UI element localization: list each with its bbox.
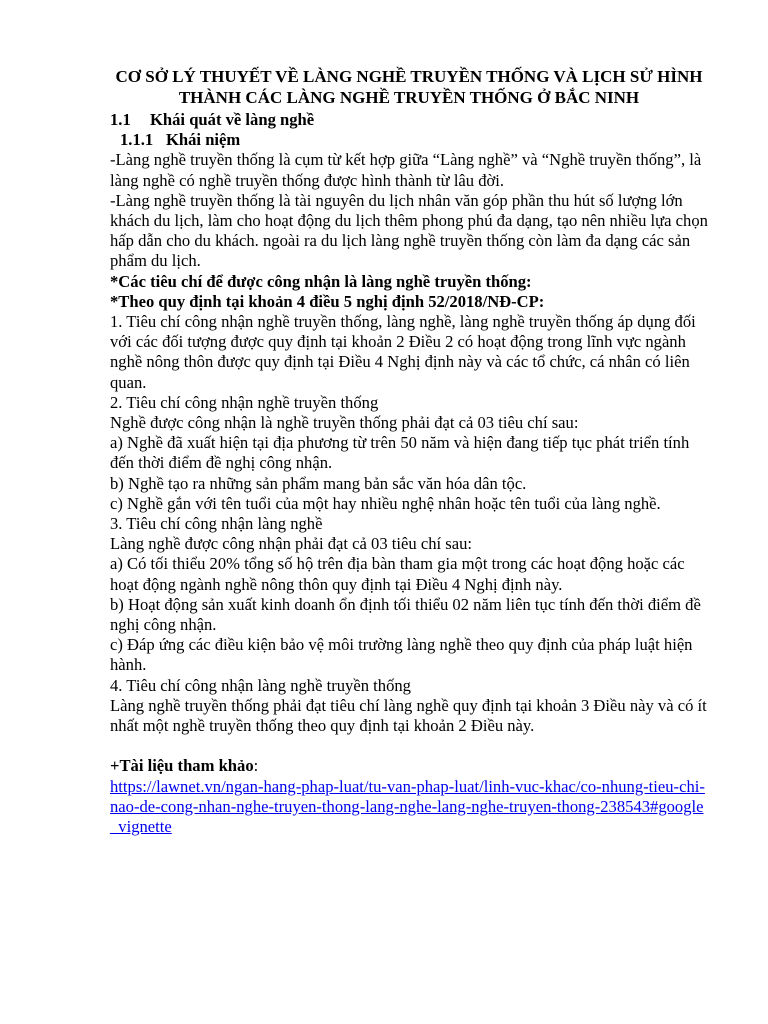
list-item: 1. Tiêu chí công nhận nghề truyền thống, làng nghề, làng nghề truyền thống áp dụng đối với các đối tượng được quy định tại khoản 2 Điều 2 có hoạt động trong lĩnh vực ngành nghề nông thôn được quy định tại Điều 4 Nghị định này và các tổ chức, cá nhân có liên quan. bbox=[110, 312, 696, 392]
regulation-heading: *Theo quy định tại khoản 4 điều 5 nghị định 52/2018/NĐ-CP: bbox=[110, 291, 545, 311]
list-item: Làng nghề được công nhận phải đạt cả 03 tiêu chí sau: bbox=[110, 534, 472, 554]
reference-link[interactable]: https://lawnet.vn/ngan-hang-phap-luat/tu-van-phap-luat/linh-vuc-khac/co-nhung-tieu-chi-nao-de-cong-nhan-nghe-truyen-thong-lang-nghe-lang-nghe-truyen-thong-238543#google_vignette bbox=[110, 776, 705, 836]
list-item: b) Hoạt động sản xuất kinh doanh ổn định tối thiểu 02 năm liên tục tính đến thời điểm đề nghị công nhận. bbox=[110, 594, 701, 635]
criteria-heading: *Các tiêu chí để được công nhận là làng nghề truyền thống: bbox=[110, 271, 532, 291]
list-item: b) Nghề tạo ra những sản phẩm mang bản sắc văn hóa dân tộc. bbox=[110, 473, 527, 493]
list-item: a) Nghề đã xuất hiện tại địa phương từ trên 50 năm và hiện đang tiếp tục phát triển tính đến thời điểm đề nghị công nhận. bbox=[110, 433, 690, 473]
section-heading-1-1-1 bbox=[110, 130, 708, 150]
reference-colon: : bbox=[253, 756, 259, 776]
document-title: CƠ SỞ LÝ THUYẾT VỀ LÀNG NGHỀ TRUYỀN THỐNG VÀ LỊCH SỬ HÌNH THÀNH CÁC LÀNG NGHỀ TRUYỀN THỐNG Ở BẮC NINH bbox=[115, 67, 703, 107]
subsection-number: 1.1.1 bbox=[120, 130, 154, 150]
paragraph: -Làng nghề truyền thống là cụm từ kết hợp giữa “Làng nghề” và “Nghề truyền thống”, là làng nghề có nghề truyền thống được hình thành từ lâu đời. bbox=[110, 150, 702, 190]
section-heading-1-1 bbox=[110, 110, 708, 130]
list-item: Nghề được công nhận là nghề truyền thống phải đạt cả 03 tiêu chí sau: bbox=[110, 413, 579, 433]
list-item: Làng nghề truyền thống phải đạt tiêu chí làng nghề quy định tại khoản 3 Điều này và có ít nhất một nghề truyền thống theo quy định tại khoản 2 Điều này. bbox=[110, 695, 707, 736]
list-item: a) Có tối thiểu 20% tổng số hộ trên địa bàn tham gia một trong các hoạt động hoặc các hoạt động ngành nghề nông thôn quy định tại Điều 4 Nghị định này. bbox=[110, 554, 685, 594]
list-item: 4. Tiêu chí công nhận làng nghề truyền thống bbox=[110, 675, 411, 695]
paragraph: -Làng nghề truyền thống là tài nguyên du lịch nhân văn góp phần thu hút số lượng lớn khách du lịch, làm cho hoạt động du lịch thêm phong phú đa dạng, tạo nên nhiều lựa chọn hấp dẫn cho du khách. ngoài ra du lịch làng nghề truyền thống còn làm đa dạng các sản phẩm du lịch. bbox=[110, 190, 708, 271]
section-number: 1.1 bbox=[110, 110, 131, 129]
list-item: c) Nghề gắn với tên tuổi của một hay nhiều nghệ nhân hoặc tên tuổi của làng nghề. bbox=[110, 493, 661, 513]
list-item: 2. Tiêu chí công nhận nghề truyền thống bbox=[110, 392, 379, 412]
list-item: c) Đáp ứng các điều kiện bảo vệ môi trường làng nghề theo quy định của pháp luật hiện hành. bbox=[110, 635, 693, 675]
section-title: Khái quát về làng nghề bbox=[150, 110, 315, 129]
reference-label: +Tài liệu tham khảo bbox=[110, 756, 254, 776]
list-item: 3. Tiêu chí công nhận làng nghề bbox=[110, 514, 323, 534]
subsection-title: Khái niệm bbox=[166, 130, 241, 150]
reference-heading bbox=[110, 756, 708, 776]
spacer bbox=[110, 736, 708, 756]
